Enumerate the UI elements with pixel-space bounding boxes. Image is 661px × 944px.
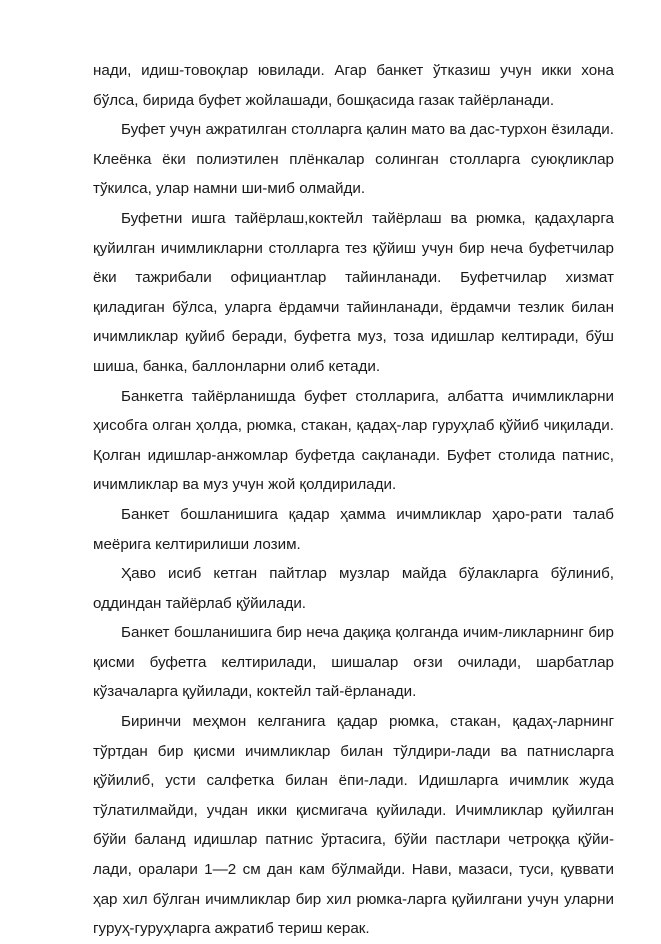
paragraph-2: Буфет учун ажратилган столларга қалин мато ва дас-турхон ёзилади. Клеёнка ёки полиэтилен плёнкалар солинган столларга суюқликлар тўкилса, улар намни ши-миб олмайди. [93, 121, 614, 198]
paragraph-3: Буфетни ишга тайёрлаш,коктейл тайёрлаш ва рюмка, қадаҳларга қуйилган ичимликларни столларга тез қўйиш учун бир неча буфетчилар ёки тажрибали официантлар тайинланади. Буфетчилар хизмат қиладиган бўлса, уларга ёрдамчи тайинланади, ёрдамчи тезлик билан ичимликлар қуйиб беради, буфетга муз, тоза идишлар келтиради, бўш шиша, банка, баллонларни олиб кетади. [93, 209, 614, 375]
paragraph-6: Ҳаво исиб кетган пайтлар музлар майда бўлакларга бўлиниб, оддиндан тайёрлаб қўйилади. [93, 565, 614, 612]
paragraph-4: Банкетга тайёрланишда буфет столларига, албатта ичимликларни ҳисобга олган ҳолда, рюмка, стакан, қадаҳ-лар гуруҳлаб қўйиб чиқилади. Қолган идишлар-анжомлар буфетда сақланади. Буфет столида патнис, ичимликлар ва муз учун жой қолдирилади. [93, 387, 614, 494]
paragraph-7: Банкет бошланишига бир неча дақиқа қолганда ичим-ликларнинг бир қисми буфетга келтирилади, шишалар оғзи очилади, шарбатлар кўзачаларга қуйилади, коктейл тай-ёрланади. [93, 624, 614, 701]
document-page [93, 56, 614, 944]
paragraph-5: Банкет бошланишига қадар ҳамма ичимликлар ҳаро-рати талаб меёрига келтирилиши лозим. [93, 505, 614, 553]
paragraph-8: Биринчи меҳмон келганига қадар рюмка, стакан, қадаҳ-ларнинг тўртдан бир қисми ичимликлар билан тўлдири-лади ва патнисларга қўйилиб, усти салфетка билан ёпи-лади. Идишларга ичимлик жуда тўлатилмайди, учдан икки қисмигача қуйилади. Ичимликлар қуйилган бўйи баланд идишлар патнис ўртасига, бўйи пастлари четроққа қўйи-лади, оралари 1—2 см дан кам бўлмайди. Нави, мазаси, туси, қуввати ҳар хил бўлган ичимликлар бир хил рюмка-ларга қуйилгани учун уларни гуруҳ-гуруҳларга ажратиб териш керак. [93, 713, 614, 938]
paragraph-1: нади, идиш-товоқлар ювилади. Агар банкет ўтказиш учун икки хона бўлса, бирида буфет жойлашади, бошқасида газак тайёрланади. [93, 62, 614, 109]
